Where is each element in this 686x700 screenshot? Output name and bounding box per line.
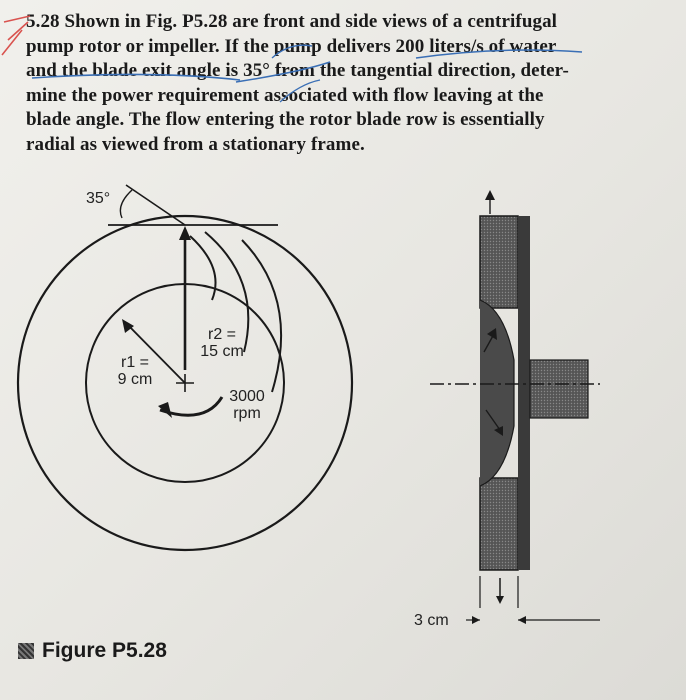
caption-text: Figure P5.28	[42, 639, 167, 662]
problem-line-5: blade angle. The flow entering the rotor blade row is essentially	[26, 109, 545, 130]
speed-label: 3000 rpm	[229, 388, 265, 422]
problem-line-2: pump rotor or impeller. If the pump delivers 200 liters/s of water	[26, 35, 557, 57]
r2-label: r2 = 15 cm	[200, 326, 244, 360]
dim-arrow-right	[518, 616, 526, 624]
upper-blade	[480, 216, 518, 308]
hub-profile	[480, 300, 514, 486]
top-arrowhead	[485, 190, 495, 200]
dim-arrow-left	[472, 616, 480, 624]
problem-line-1: 5.28 Shown in Fig. P5.28 are front and side views of a centrifugal	[26, 11, 558, 32]
figure-caption	[18, 639, 167, 663]
angle-label: 35°	[86, 190, 111, 207]
problem-number: 5.28	[26, 11, 60, 32]
width-arrowhead	[496, 596, 504, 604]
problem-line-6: radial as viewed from a stationary frame.	[26, 133, 365, 155]
problem-line-3: and the blade exit angle is 35° from the tangential direction, deter-	[26, 60, 569, 81]
shaft	[530, 360, 588, 418]
r1-label: r1 = 9 cm	[117, 354, 153, 388]
width-label: 3 cm	[414, 612, 449, 629]
caption-square-icon	[18, 643, 34, 659]
lower-blade	[480, 478, 518, 570]
back-plate	[518, 216, 530, 570]
problem-line-4: mine the power requirement associated with flow leaving at the	[26, 84, 544, 106]
